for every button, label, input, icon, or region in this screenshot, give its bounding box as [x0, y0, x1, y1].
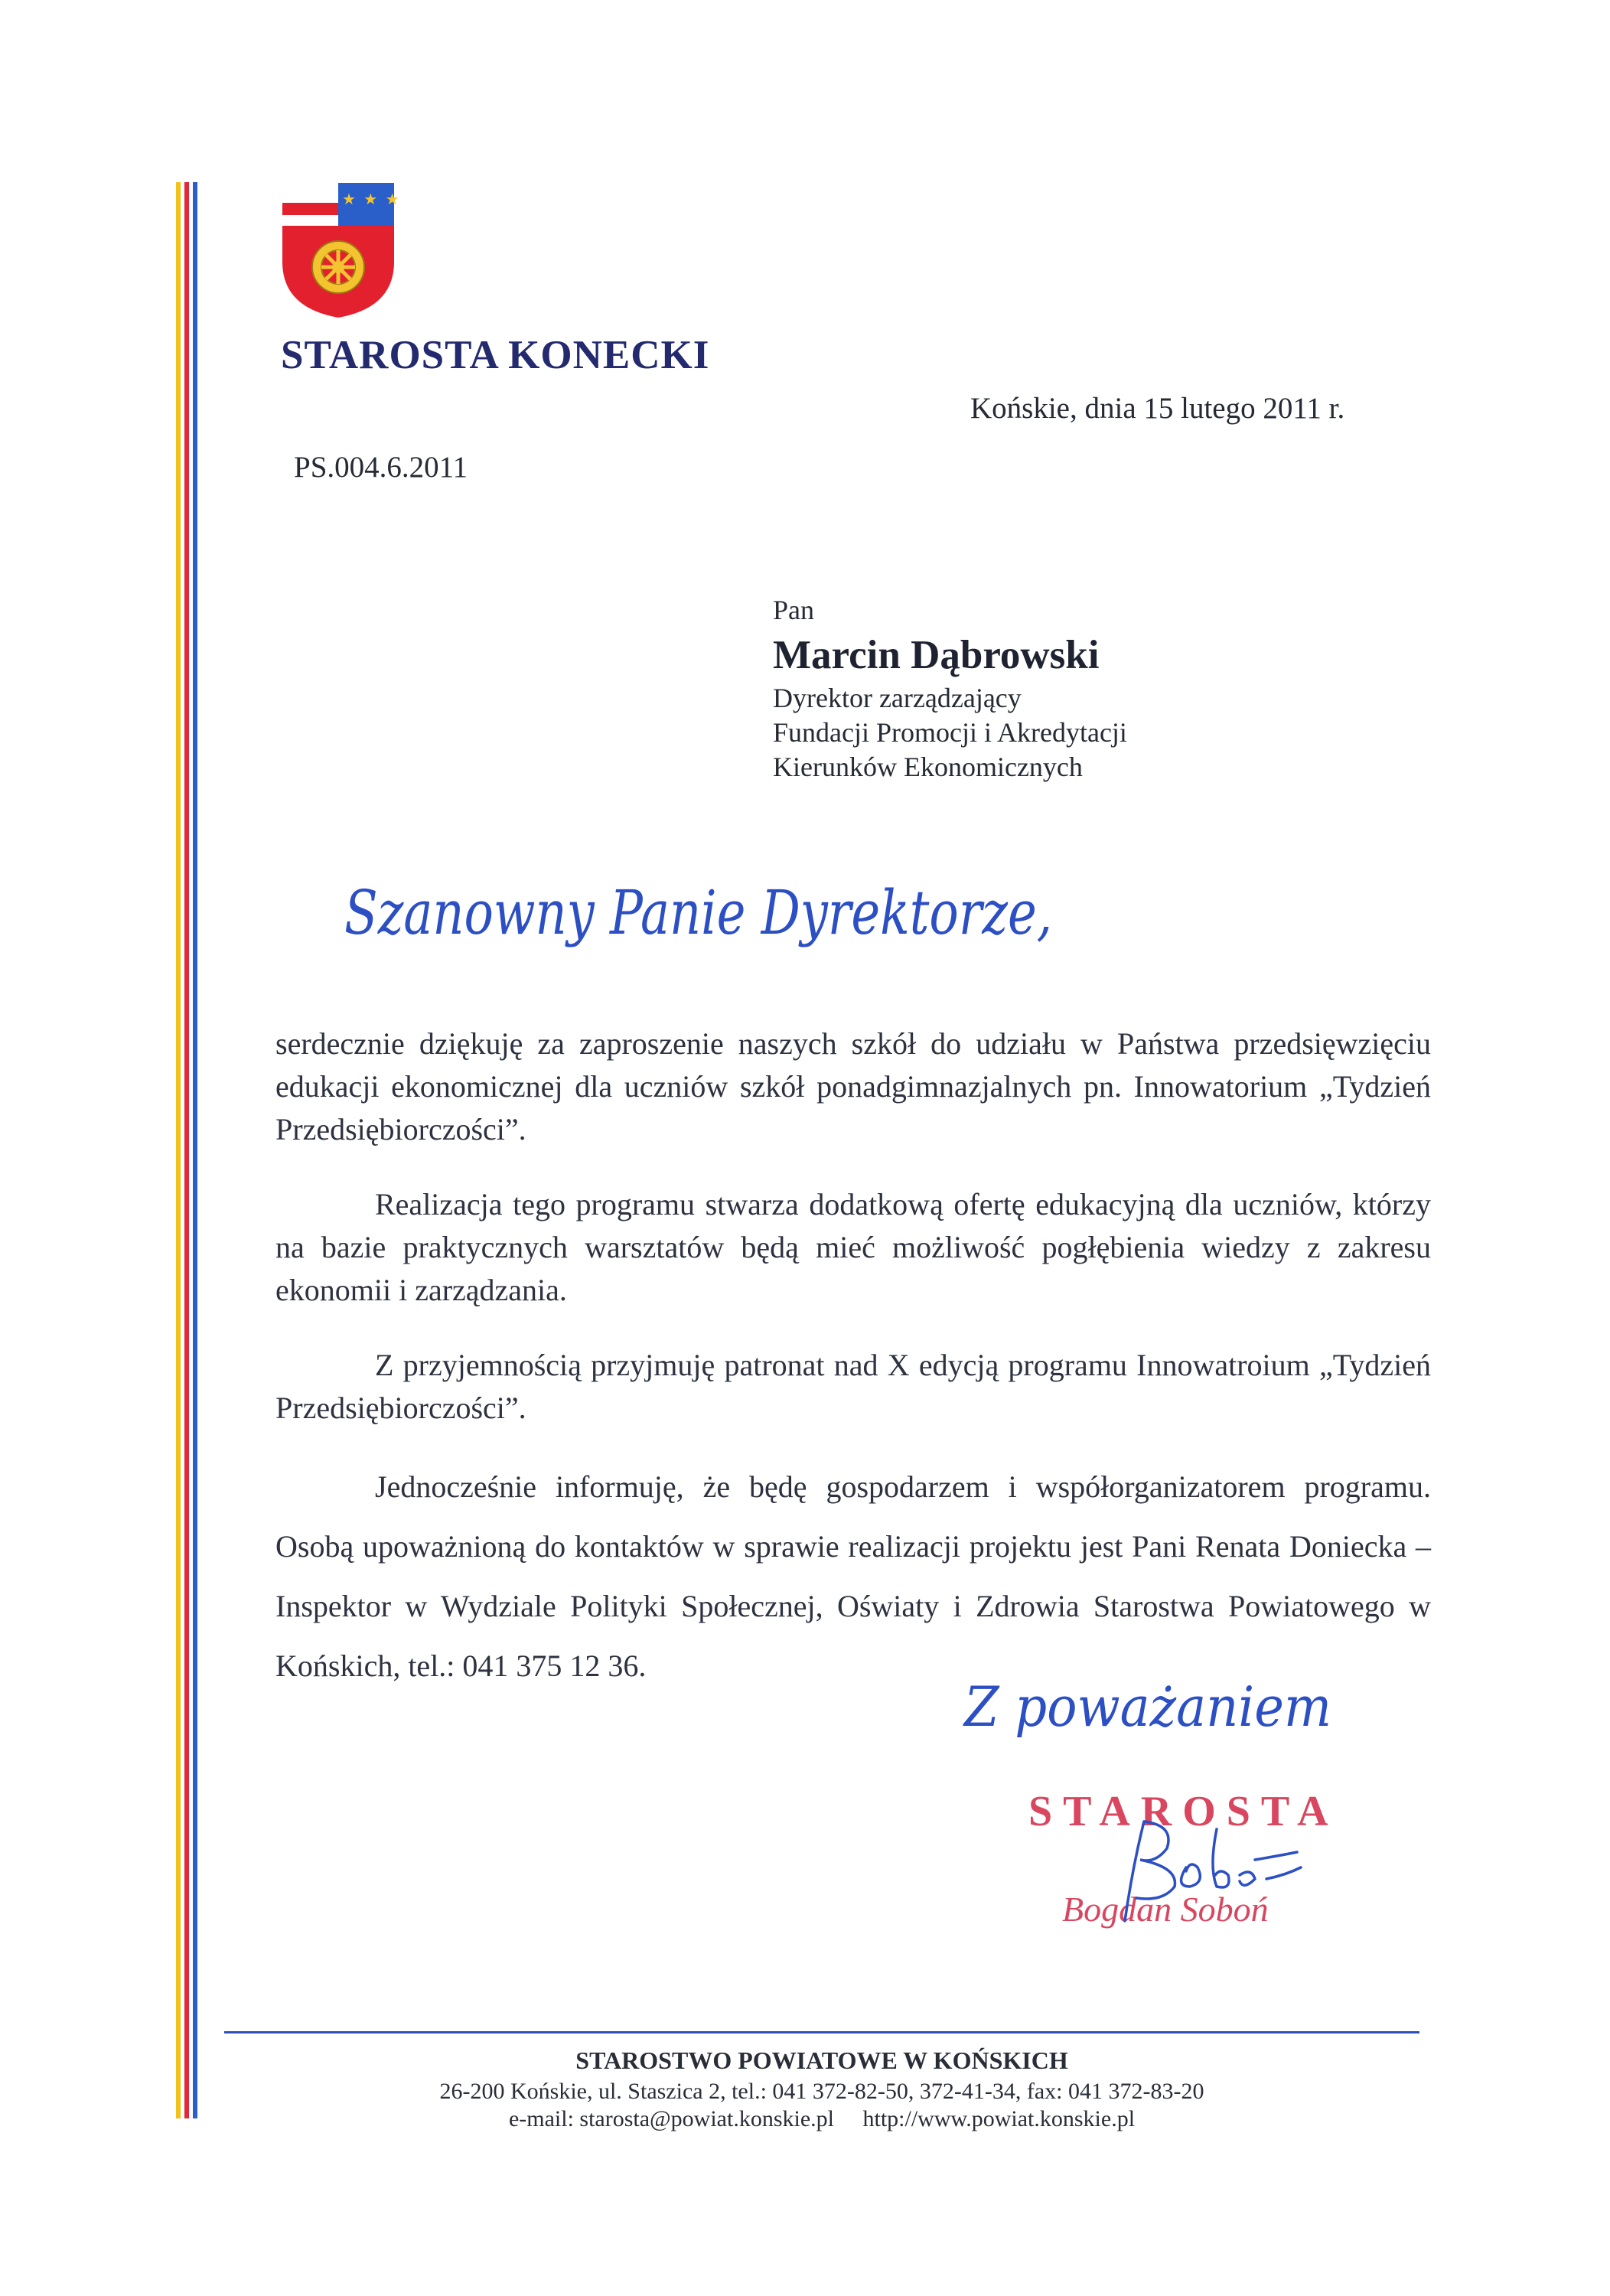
tricolor-border-stripes	[175, 182, 201, 2118]
date-line: Końskie, dnia 15 lutego 2011 r.	[970, 392, 1345, 425]
footer-divider	[224, 2031, 1419, 2033]
body-paragraph: Realizacja tego programu stwarza dodatkową ofertę edukacyjną dla uczniów, którzy na bazie praktycznych warsztatów będą mieć możliwość pogłębienia wiedzy z zakresu ekonomii i zarządzania.	[275, 1187, 1431, 1307]
body-paragraph: serdecznie dziękuję za zaproszenie naszych szkół do udziału w Państwa przedsięwzięciu edukacji ekonomicznej dla uczniów szkół ponadgimnazjalnych pn. Innowatorium „Tydzień Przedsiębiorczości”.	[275, 1026, 1431, 1146]
stamp-name: Bogdan Soboń	[1062, 1890, 1269, 1929]
handwritten-greeting	[337, 850, 1064, 995]
crest-stars: ★ ★ ★	[342, 190, 401, 208]
reference-number: PS.004.6.2011	[294, 451, 468, 484]
handwritten-closing	[957, 1661, 1354, 1760]
handwritten-greeting-text: Szanowny Panie Dyrektorze,	[344, 877, 1052, 948]
body-paragraph: Jednocześnie informuję, że będę gospodarzem i współorganizatorem programu. Osobą upoważnioną do kontaktów w sprawie realizacji projektu jest Pani Renata Doniecka – Inspektor w Wydziale Polityki Społecznej, Oświaty i Zdrowia Starostwa Powiatowego w Końskich, tel.: 041 375 12 36.	[275, 1469, 1431, 1683]
addressee-title: Pan	[773, 595, 814, 625]
addressee-line: Fundacji Promocji i Akredytacji	[773, 717, 1127, 748]
addressee-name: Marcin Dąbrowski	[773, 633, 1100, 677]
footer-org: STAROSTWO POWIATOWE W KOŃSKICH	[575, 2047, 1068, 2074]
handwritten-signature-icon	[1102, 1814, 1309, 1929]
footer-contact: e-mail: starosta@powiat.konskie.pl http://www.powiat.konskie.pl	[508, 2106, 1136, 2131]
stamp-title: STAROSTA	[1028, 1788, 1339, 1835]
handwritten-closing-text: Z poważaniem	[963, 1675, 1331, 1739]
addressee-line: Dyrektor zarządzający	[773, 683, 1022, 713]
letterhead-title: STAROSTA KONECKI	[281, 333, 710, 377]
body-paragraph: Z przyjemnością przyjmuję patronat nad X edycją programu Innowatroium „Tydzień Przedsiębiorczości”.	[275, 1348, 1431, 1425]
addressee-line: Kierunków Ekonomicznych	[773, 752, 1083, 782]
footer-address: 26-200 Końskie, ul. Staszica 2, tel.: 041 372-82-50, 372-41-34, fax: 041 372-83-20	[439, 2079, 1204, 2104]
gear-icon	[312, 241, 364, 293]
addressee-block	[773, 594, 1127, 784]
